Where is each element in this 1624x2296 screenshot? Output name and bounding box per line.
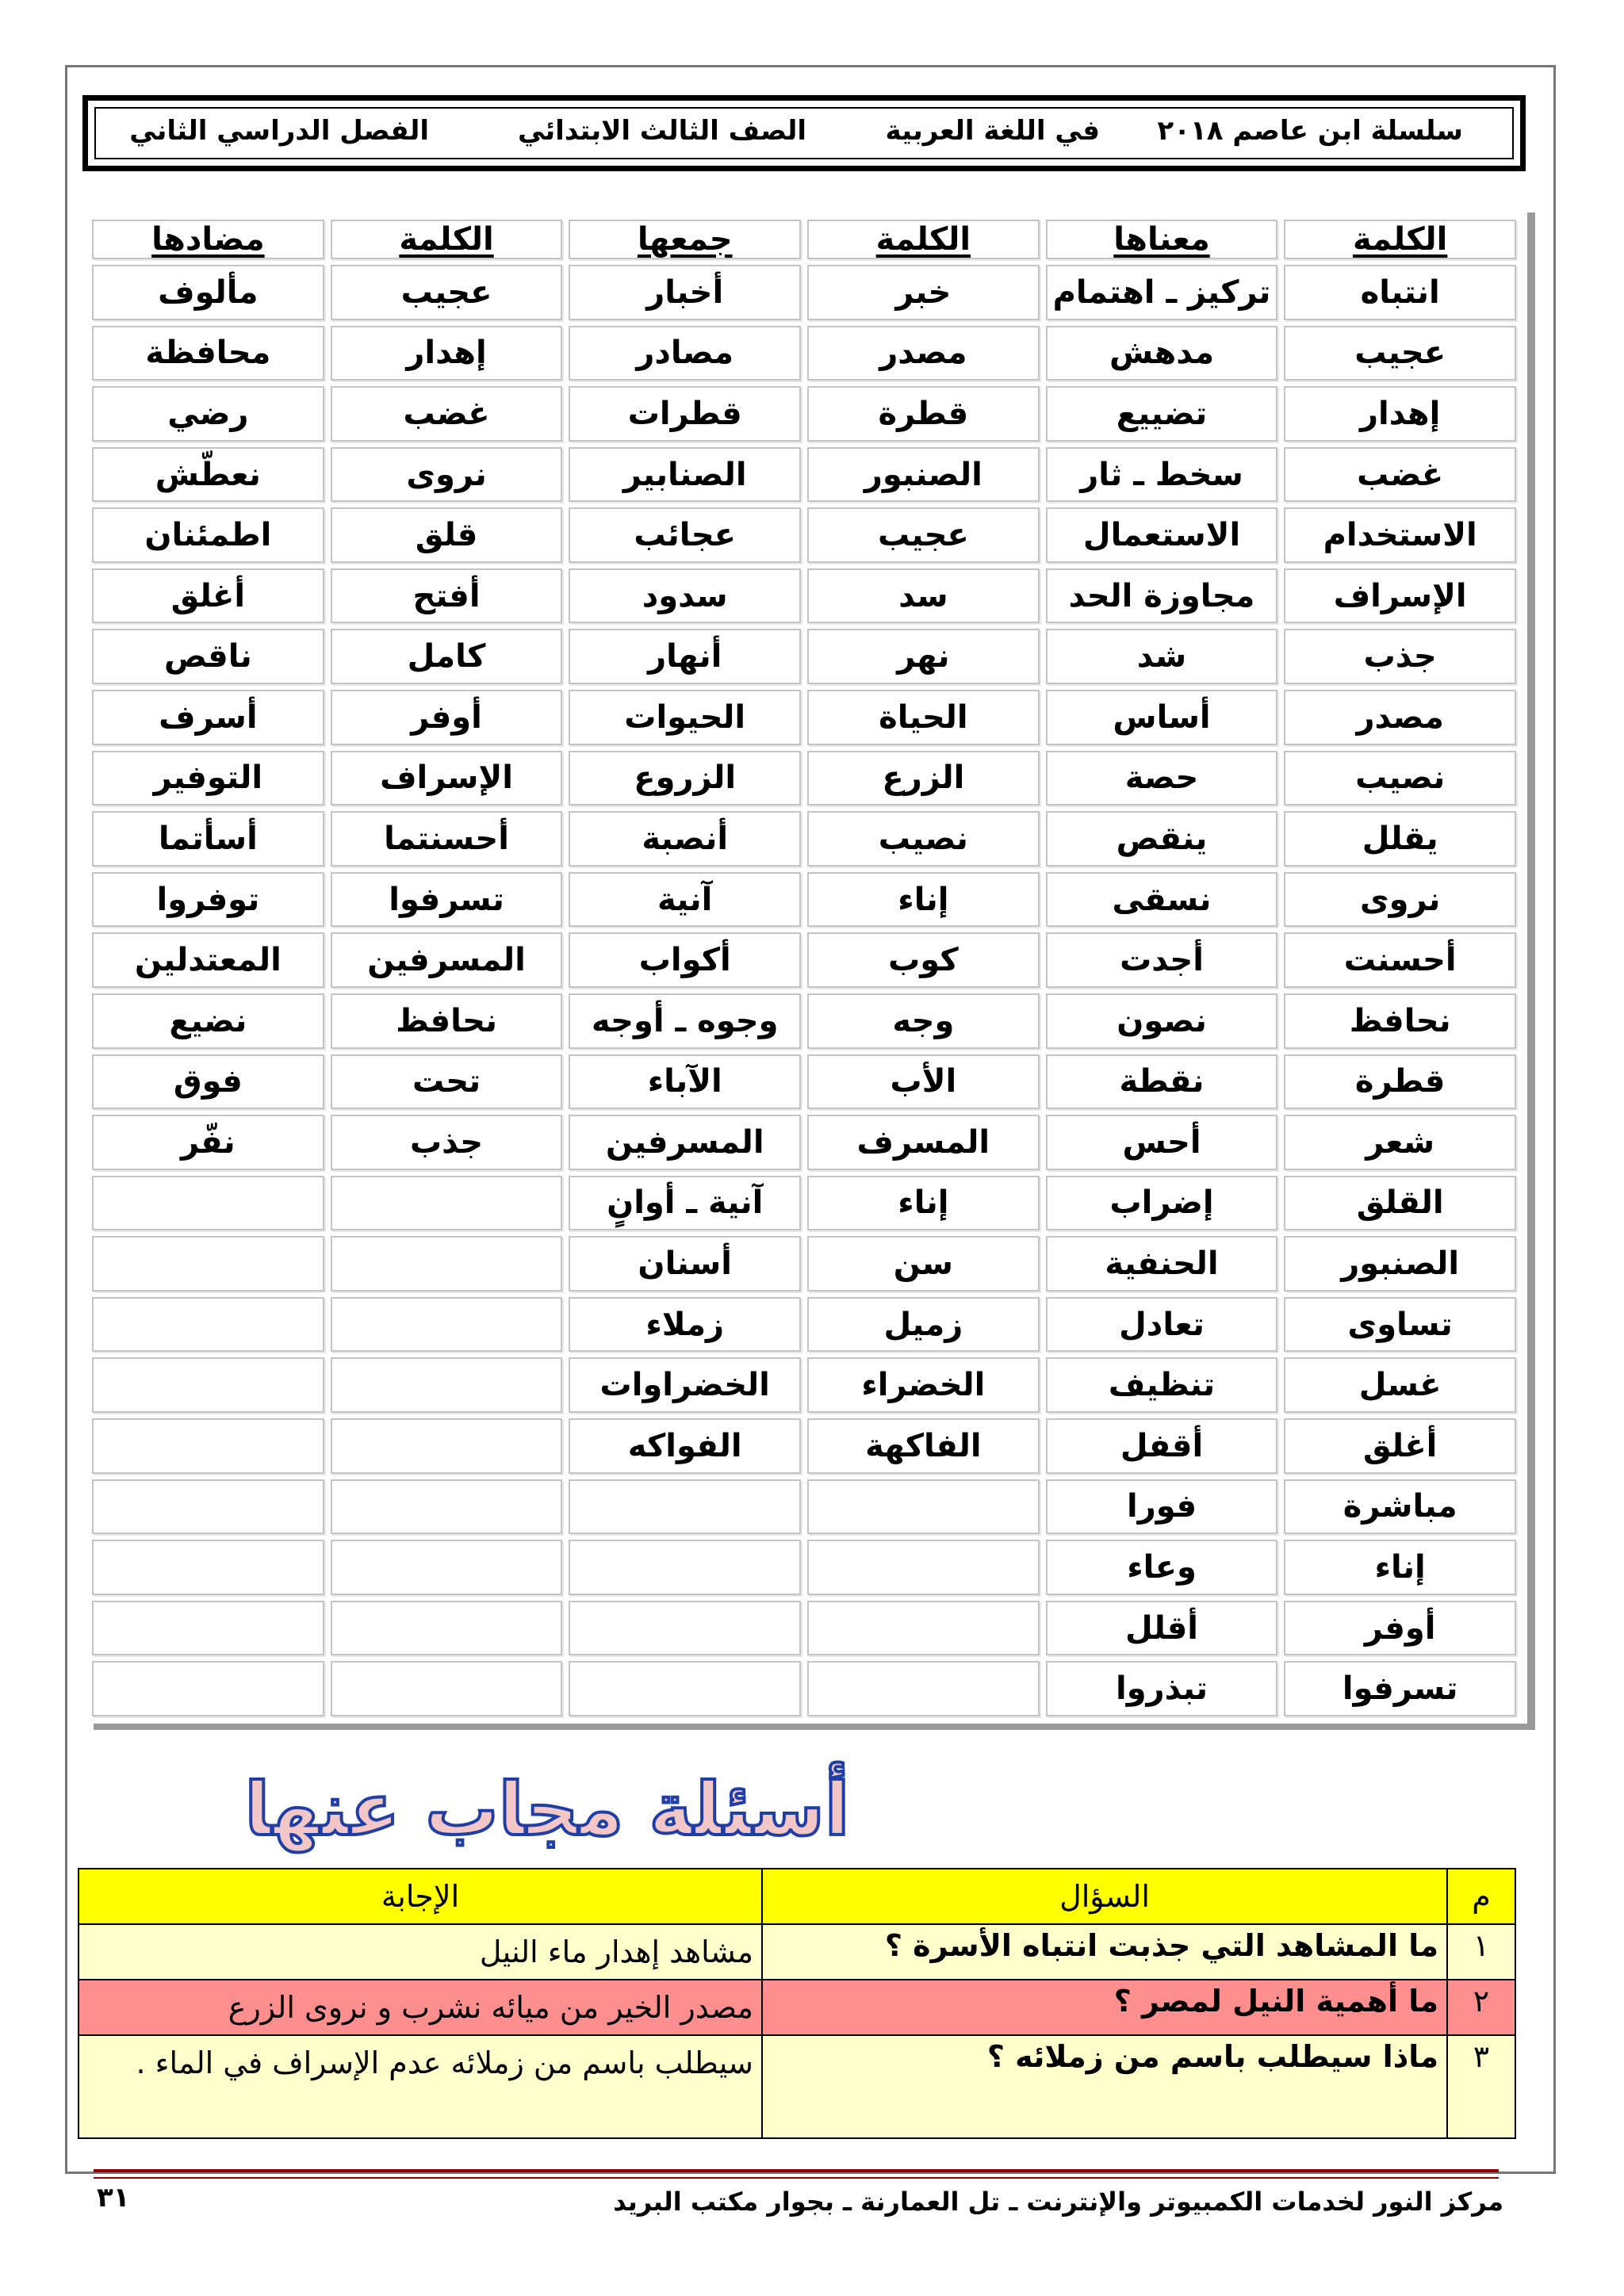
- opposite-word-cell: كامل: [331, 629, 563, 684]
- singular-cell: الأب: [807, 1054, 1040, 1110]
- opposite-cell: أسأتما: [92, 811, 324, 867]
- word-cell: إناء: [1284, 1540, 1516, 1595]
- opposite-word-cell: نروى: [331, 447, 563, 503]
- opposite-cell: [92, 1479, 324, 1535]
- footer-rule-thin: [94, 2177, 1499, 2179]
- qa-row: [79, 1924, 1515, 1980]
- vocab-row: [92, 1418, 1516, 1474]
- opposite-cell: [92, 1540, 324, 1595]
- plural-cell: المسرفين: [569, 1115, 801, 1170]
- meaning-cell: نقطة: [1046, 1054, 1278, 1110]
- plural-cell: [569, 1540, 801, 1595]
- meaning-cell: نصون: [1046, 993, 1278, 1049]
- opposite-word-cell: جذب: [331, 1115, 563, 1170]
- vocab-row: [92, 447, 1516, 503]
- header-plural: جمعها: [569, 220, 801, 259]
- header-word: الكلمة: [331, 220, 563, 259]
- opposite-cell: [92, 1661, 324, 1716]
- vocab-row: [92, 629, 1516, 684]
- qa-question: ما أهمية النيل لمصر ؟: [762, 1980, 1447, 2035]
- vocab-row: [92, 932, 1516, 988]
- opposite-word-cell: [331, 1601, 563, 1656]
- plural-cell: الفواكه: [569, 1418, 801, 1474]
- qa-answer: سيطلب باسم من زملائه عدم الإسراف في الماء .: [79, 2035, 762, 2138]
- word-cell: الصنبور: [1284, 1236, 1516, 1292]
- vocab-row: [92, 1357, 1516, 1413]
- singular-cell: الفاكهة: [807, 1418, 1040, 1474]
- singular-cell: مصدر: [807, 326, 1040, 381]
- opposite-word-cell: المسرفين: [331, 932, 563, 988]
- term-title: الفصل الدراسي الثاني: [129, 115, 429, 147]
- vocab-row: [92, 507, 1516, 563]
- opposite-word-cell: إهدار: [331, 326, 563, 381]
- word-cell: إهدار: [1284, 386, 1516, 442]
- word-cell: شعر: [1284, 1115, 1516, 1170]
- word-cell: نروى: [1284, 872, 1516, 928]
- vocab-row: [92, 751, 1516, 806]
- vocab-table-shadow-right: [1527, 212, 1535, 1728]
- opposite-cell: فوق: [92, 1054, 324, 1110]
- vocab-table-container: [86, 214, 1522, 1722]
- singular-cell: [807, 1661, 1040, 1716]
- meaning-cell: الاستعمال: [1046, 507, 1278, 563]
- opposite-word-cell: [331, 1236, 563, 1292]
- vocab-row: [92, 1661, 1516, 1716]
- series-title: سلسلة ابن عاصم ٢٠١٨: [1157, 115, 1463, 147]
- qa-question: ما المشاهد التي جذبت انتباه الأسرة ؟: [762, 1924, 1447, 1980]
- opposite-cell: [92, 1601, 324, 1656]
- vocab-table: [86, 214, 1522, 1722]
- qa-header-answer: الإجابة: [79, 1869, 762, 1924]
- vocab-table-body: [92, 265, 1516, 1716]
- singular-cell: قطرة: [807, 386, 1040, 442]
- qa-row: [79, 2035, 1515, 2138]
- plural-cell: أكواب: [569, 932, 801, 988]
- opposite-word-cell: [331, 1418, 563, 1474]
- vocab-row: [92, 1297, 1516, 1353]
- vocab-row: [92, 326, 1516, 381]
- word-cell: الاستخدام: [1284, 507, 1516, 563]
- word-cell: انتباه: [1284, 265, 1516, 320]
- meaning-cell: وعاء: [1046, 1540, 1278, 1595]
- qa-question: ماذا سيطلب باسم من زملائه ؟: [762, 2035, 1447, 2138]
- singular-cell: الصنبور: [807, 447, 1040, 503]
- opposite-cell: نفّر: [92, 1115, 324, 1170]
- meaning-cell: أقفل: [1046, 1418, 1278, 1474]
- singular-cell: نصيب: [807, 811, 1040, 867]
- meaning-cell: تضييع: [1046, 386, 1278, 442]
- subject-title: في اللغة العربية: [885, 115, 1100, 147]
- plural-cell: [569, 1661, 801, 1716]
- meaning-cell: أحس: [1046, 1115, 1278, 1170]
- word-cell: أحسنت: [1284, 932, 1516, 988]
- plural-cell: [569, 1479, 801, 1535]
- word-cell: عجيب: [1284, 326, 1516, 381]
- meaning-cell: سخط ـ ثار: [1046, 447, 1278, 503]
- opposite-word-cell: غضب: [331, 386, 563, 442]
- opposite-word-cell: أحسنتما: [331, 811, 563, 867]
- footer-credit: مركز النور لخدمات الكمبيوتر والإنترنت ـ تل العمارنة ـ بجوار مكتب البريد: [613, 2187, 1503, 2217]
- plural-cell: وجوه ـ أوجه: [569, 993, 801, 1049]
- singular-cell: خبر: [807, 265, 1040, 320]
- singular-cell: زميل: [807, 1297, 1040, 1353]
- meaning-cell: مجاوزة الحد: [1046, 568, 1278, 624]
- opposite-word-cell: نحافظ: [331, 993, 563, 1049]
- singular-cell: إناء: [807, 1176, 1040, 1231]
- word-cell: مصدر: [1284, 690, 1516, 745]
- meaning-cell: تنظيف: [1046, 1357, 1278, 1413]
- word-cell: نصيب: [1284, 751, 1516, 806]
- opposite-word-cell: أفتح: [331, 568, 563, 624]
- plural-cell: أنهار: [569, 629, 801, 684]
- vocab-row: [92, 1479, 1516, 1535]
- page-number: ٣١: [97, 2182, 130, 2214]
- vocab-row: [92, 811, 1516, 867]
- plural-cell: الصنابير: [569, 447, 801, 503]
- word-cell: تساوى: [1284, 1297, 1516, 1353]
- qa-row: [79, 1980, 1515, 2035]
- qa-header-row: [79, 1869, 1515, 1924]
- vocab-row: [92, 386, 1516, 442]
- word-cell: يقلل: [1284, 811, 1516, 867]
- meaning-cell: نسقى: [1046, 872, 1278, 928]
- qa-header-num: م: [1447, 1869, 1515, 1924]
- plural-cell: آنية ـ أوانٍ: [569, 1176, 801, 1231]
- qa-answer: مشاهد إهدار ماء النيل: [79, 1924, 762, 1980]
- qa-section-title: [238, 1758, 856, 1862]
- meaning-cell: شد: [1046, 629, 1278, 684]
- meaning-cell: فورا: [1046, 1479, 1278, 1535]
- meaning-cell: إضراب: [1046, 1176, 1278, 1231]
- singular-cell: [807, 1540, 1040, 1595]
- opposite-cell: [92, 1297, 324, 1353]
- word-cell: مباشرة: [1284, 1479, 1516, 1535]
- singular-cell: المسرف: [807, 1115, 1040, 1170]
- qa-row-number: ٣: [1447, 2035, 1515, 2138]
- opposite-word-cell: الإسراف: [331, 751, 563, 806]
- opposite-word-cell: [331, 1357, 563, 1413]
- singular-cell: سد: [807, 568, 1040, 624]
- vocab-row: [92, 1540, 1516, 1595]
- opposite-cell: مألوف: [92, 265, 324, 320]
- header-meaning: معناها: [1046, 220, 1278, 259]
- page-header: [82, 95, 1526, 171]
- plural-cell: مصادر: [569, 326, 801, 381]
- opposite-cell: أسرف: [92, 690, 324, 745]
- opposite-cell: رضي: [92, 386, 324, 442]
- plural-cell: أسنان: [569, 1236, 801, 1292]
- meaning-cell: ينقص: [1046, 811, 1278, 867]
- vocab-row: [92, 1601, 1516, 1656]
- word-cell: جذب: [1284, 629, 1516, 684]
- header-word: الكلمة: [807, 220, 1040, 259]
- singular-cell: الحياة: [807, 690, 1040, 745]
- meaning-cell: أساس: [1046, 690, 1278, 745]
- vocab-header-row: [92, 220, 1516, 259]
- opposite-word-cell: [331, 1540, 563, 1595]
- header-word: الكلمة: [1284, 220, 1516, 259]
- plural-cell: الزروع: [569, 751, 801, 806]
- opposite-word-cell: [331, 1176, 563, 1231]
- meaning-cell: حصة: [1046, 751, 1278, 806]
- vocab-row: [92, 1236, 1516, 1292]
- opposite-cell: نعطّش: [92, 447, 324, 503]
- opposite-word-cell: [331, 1661, 563, 1716]
- qa-row-number: ١: [1447, 1924, 1515, 1980]
- word-cell: قطرة: [1284, 1054, 1516, 1110]
- meaning-cell: تركيز ـ اهتمام: [1046, 265, 1278, 320]
- singular-cell: الزرع: [807, 751, 1040, 806]
- singular-cell: [807, 1479, 1040, 1535]
- meaning-cell: مدهش: [1046, 326, 1278, 381]
- opposite-cell: أغلق: [92, 568, 324, 624]
- word-cell: الإسراف: [1284, 568, 1516, 624]
- meaning-cell: أقلل: [1046, 1601, 1278, 1656]
- opposite-cell: [92, 1357, 324, 1413]
- vocab-row: [92, 872, 1516, 928]
- plural-cell: الخضراوات: [569, 1357, 801, 1413]
- opposite-word-cell: [331, 1479, 563, 1535]
- opposite-cell: [92, 1236, 324, 1292]
- opposite-cell: [92, 1176, 324, 1231]
- singular-cell: نهر: [807, 629, 1040, 684]
- singular-cell: سن: [807, 1236, 1040, 1292]
- meaning-cell: الحنفية: [1046, 1236, 1278, 1292]
- opposite-word-cell: قلق: [331, 507, 563, 563]
- opposite-cell: توفروا: [92, 872, 324, 928]
- opposite-word-cell: تحت: [331, 1054, 563, 1110]
- vocab-row: [92, 690, 1516, 745]
- singular-cell: كوب: [807, 932, 1040, 988]
- qa-table: [78, 1868, 1516, 2139]
- singular-cell: عجيب: [807, 507, 1040, 563]
- plural-cell: عجائب: [569, 507, 801, 563]
- plural-cell: سدود: [569, 568, 801, 624]
- opposite-cell: نضيع: [92, 993, 324, 1049]
- plural-cell: زملاء: [569, 1297, 801, 1353]
- qa-header-question: السؤال: [762, 1869, 1447, 1924]
- singular-cell: إناء: [807, 872, 1040, 928]
- plural-cell: الآباء: [569, 1054, 801, 1110]
- grade-title: الصف الثالث الابتدائي: [518, 115, 806, 147]
- word-cell: تسرفوا: [1284, 1661, 1516, 1716]
- vocab-row: [92, 1054, 1516, 1110]
- plural-cell: الحيوات: [569, 690, 801, 745]
- word-cell: نحافظ: [1284, 993, 1516, 1049]
- vocab-table-shadow-bottom: [94, 1724, 1535, 1730]
- vocab-row: [92, 1176, 1516, 1231]
- vocab-row: [92, 568, 1516, 624]
- singular-cell: وجه: [807, 993, 1040, 1049]
- word-cell: أوفر: [1284, 1601, 1516, 1656]
- plural-cell: أخبار: [569, 265, 801, 320]
- meaning-cell: تبذروا: [1046, 1661, 1278, 1716]
- word-cell: غسل: [1284, 1357, 1516, 1413]
- plural-cell: قطرات: [569, 386, 801, 442]
- opposite-word-cell: تسرفوا: [331, 872, 563, 928]
- qa-answer: مصدر الخير من ميائه نشرب و نروى الزرع: [79, 1980, 762, 2035]
- meaning-cell: تعادل: [1046, 1297, 1278, 1353]
- opposite-cell: ناقص: [92, 629, 324, 684]
- plural-cell: آنية: [569, 872, 801, 928]
- qa-table-container: [78, 1868, 1515, 2139]
- opposite-cell: المعتدلين: [92, 932, 324, 988]
- singular-cell: الخضراء: [807, 1357, 1040, 1413]
- word-cell: أغلق: [1284, 1418, 1516, 1474]
- opposite-cell: التوفير: [92, 751, 324, 806]
- opposite-cell: [92, 1418, 324, 1474]
- plural-cell: أنصبة: [569, 811, 801, 867]
- opposite-word-cell: [331, 1297, 563, 1353]
- meaning-cell: أجدت: [1046, 932, 1278, 988]
- vocab-row: [92, 993, 1516, 1049]
- vocab-row: [92, 1115, 1516, 1170]
- singular-cell: [807, 1601, 1040, 1656]
- header-opposite: مضادها: [92, 220, 324, 259]
- qa-section-title-text: أسئلة مجاب عنها: [244, 1767, 850, 1852]
- word-cell: غضب: [1284, 447, 1516, 503]
- opposite-word-cell: أوفر: [331, 690, 563, 745]
- opposite-cell: محافظة: [92, 326, 324, 381]
- word-cell: القلق: [1284, 1176, 1516, 1231]
- opposite-word-cell: عجيب: [331, 265, 563, 320]
- qa-row-number: ٢: [1447, 1980, 1515, 2035]
- footer-rule-thick: [94, 2169, 1499, 2172]
- opposite-cell: اطمئنان: [92, 507, 324, 563]
- vocab-row: [92, 265, 1516, 320]
- plural-cell: [569, 1601, 801, 1656]
